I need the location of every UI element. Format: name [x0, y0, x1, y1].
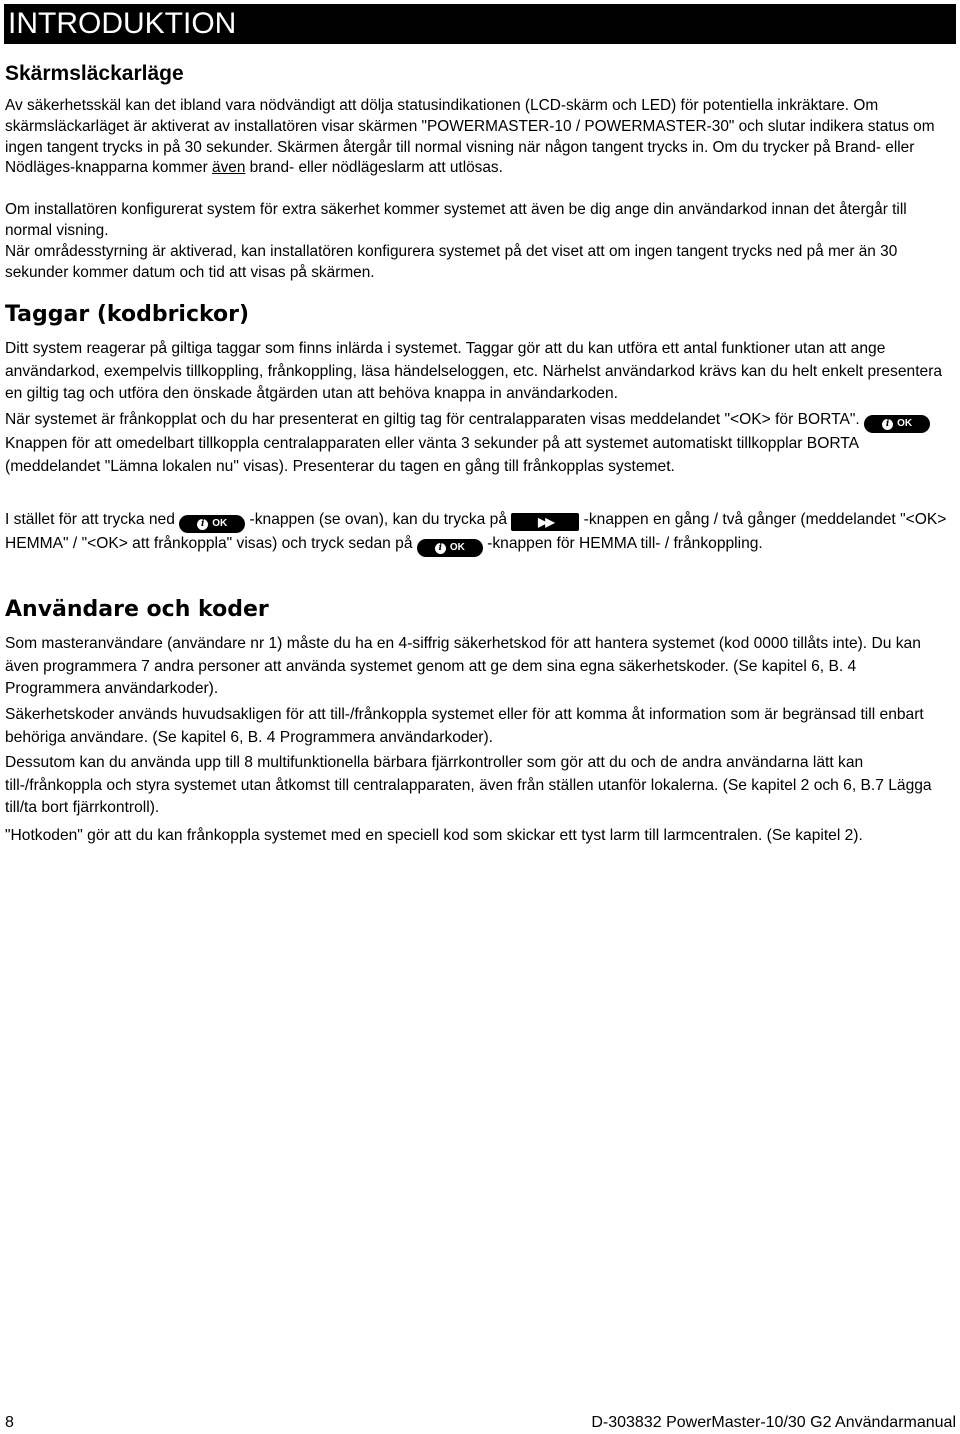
- screensaver-text-tail: brand- eller nödlägeslarm att utlösas.: [245, 159, 503, 177]
- users-paragraph-3: Dessutom kan du använda upp till 8 multifunktionella bärbara fjärrkontroller som gör att du och de andra användarna lätt kan till-/frånkoppla och styra systemet utan åtkomst till centralapparaten, även från ställen utanför lokalerna. (Se kapitel 2 och 6, B.7 Lägga till/ta bort fjärrkontroll).: [5, 754, 932, 816]
- section-heading-tags: Taggar (kodbrickor): [5, 302, 250, 327]
- info-icon: i: [197, 519, 208, 530]
- tags-paragraph-3: I stället för att trycka ned i OK -knappen (se ovan), kan du trycka på ▶▶ -knappen en gång / två gånger (meddelandet "<OK> HEMMA" / "<OK> att frånkoppla" visas) och tryck sedan på i OK -knappen för HEMMA till- / frånkoppling.: [5, 509, 953, 557]
- tags-p2-text-2: Knappen för att omedelbart tillkoppla centralapparaten eller vänta 3 sekunder på att systemet automatiskt tillkopplar BORTA (meddelandet "Lämna lokalen nu" visas). Presenterar du tagen en gång till frånkopplas systemet.: [5, 435, 859, 475]
- tags-paragraph-1: Ditt system reagerar på giltiga taggar som finns inlärda i systemet. Taggar gör att du kan utföra ett antal funktioner utan att ange användarkod, exempelvis tillkoppling, frånkoppling, läsa händelseloggen, etc. Närhelst användarkod krävs kan du helt enkelt presentera en giltig tag och utföra den önskade åtgärden utan att behöva knappa in användarkoden.: [5, 340, 943, 402]
- section-heading-screensaver: Skärmsläckarläge: [5, 62, 184, 85]
- users-paragraph-4: "Hotkoden" gör att du kan frånkoppla systemet med en speciell kod som skickar ett tyst larm till larmcentralen. (Se kapitel 2).: [5, 827, 863, 844]
- info-ok-button-icon: i OK: [864, 415, 930, 433]
- screensaver-paragraph-1: [5, 96, 953, 179]
- screensaver-paragraph-3: När områdesstyrning är aktiverad, kan installatören konfigurera systemet på det viset att om ingen tangent trycks ned på mer än 30 sekunder kommer datum och tid att visas på skärmen.: [5, 243, 898, 281]
- info-ok-button-icon: i OK: [417, 539, 483, 557]
- tags-paragraph-2: [5, 409, 953, 478]
- screensaver-text: Av säkerhetsskäl kan det ibland vara nödvändigt att dölja statusindikationen (LCD-skärm och LED) för potentiella inkräktare. Om skärmsläckarläget är aktiverat av installatören visar skärmen "POWERMASTER-10 / POWERMASTER-30" och slutar indikera status om ingen tangent trycks in på 30 sekunder. Skärmen återgår till normal visning när någon tangent trycks in. Om du trycker på Brand- eller Nödläges-knapparna kommer: [5, 97, 935, 177]
- info-icon: i: [882, 419, 893, 430]
- users-paragraph-2: Säkerhetskoder används huvudsakligen för att till-/frånkoppla systemet eller för att komma åt information som är begränsad till enbart behöriga användare. (Se kapitel 6, B. 4 Programmera användarkoder).: [5, 706, 924, 746]
- section-heading-users: Användare och koder: [5, 597, 269, 622]
- chapter-banner: INTRODUKTION: [4, 4, 956, 44]
- info-icon: i: [435, 543, 446, 554]
- page-number: 8: [5, 1414, 14, 1431]
- tags-p2-text: När systemet är frånkopplat och du har presenterat en giltig tag för centralapparaten visas meddelandet "<OK> för BORTA".: [5, 411, 865, 428]
- screensaver-paragraph-2: Om installatören konfigurerat system för extra säkerhet kommer systemet att även be dig ange din användarkod innan det återgår till normal visning.: [5, 201, 907, 239]
- users-paragraph-1: Som masteranvändare (användare nr 1) måste du ha en 4-siffrig säkerhetskod för att hantera systemet (kod 0000 tillåts inte). Du kan även programmera 7 andra personer att använda systemet genom att ge dem sina egna säkerhetskoder. (Se kapitel 6, B. 4 Programmera användarkoder).: [5, 635, 921, 697]
- document-title: D-303832 PowerMaster-10/30 G2 Användarmanual: [591, 1414, 956, 1431]
- info-ok-button-icon: i OK: [179, 515, 245, 533]
- underlined-word: även: [212, 159, 246, 177]
- next-button-icon: ▶▶: [511, 513, 579, 531]
